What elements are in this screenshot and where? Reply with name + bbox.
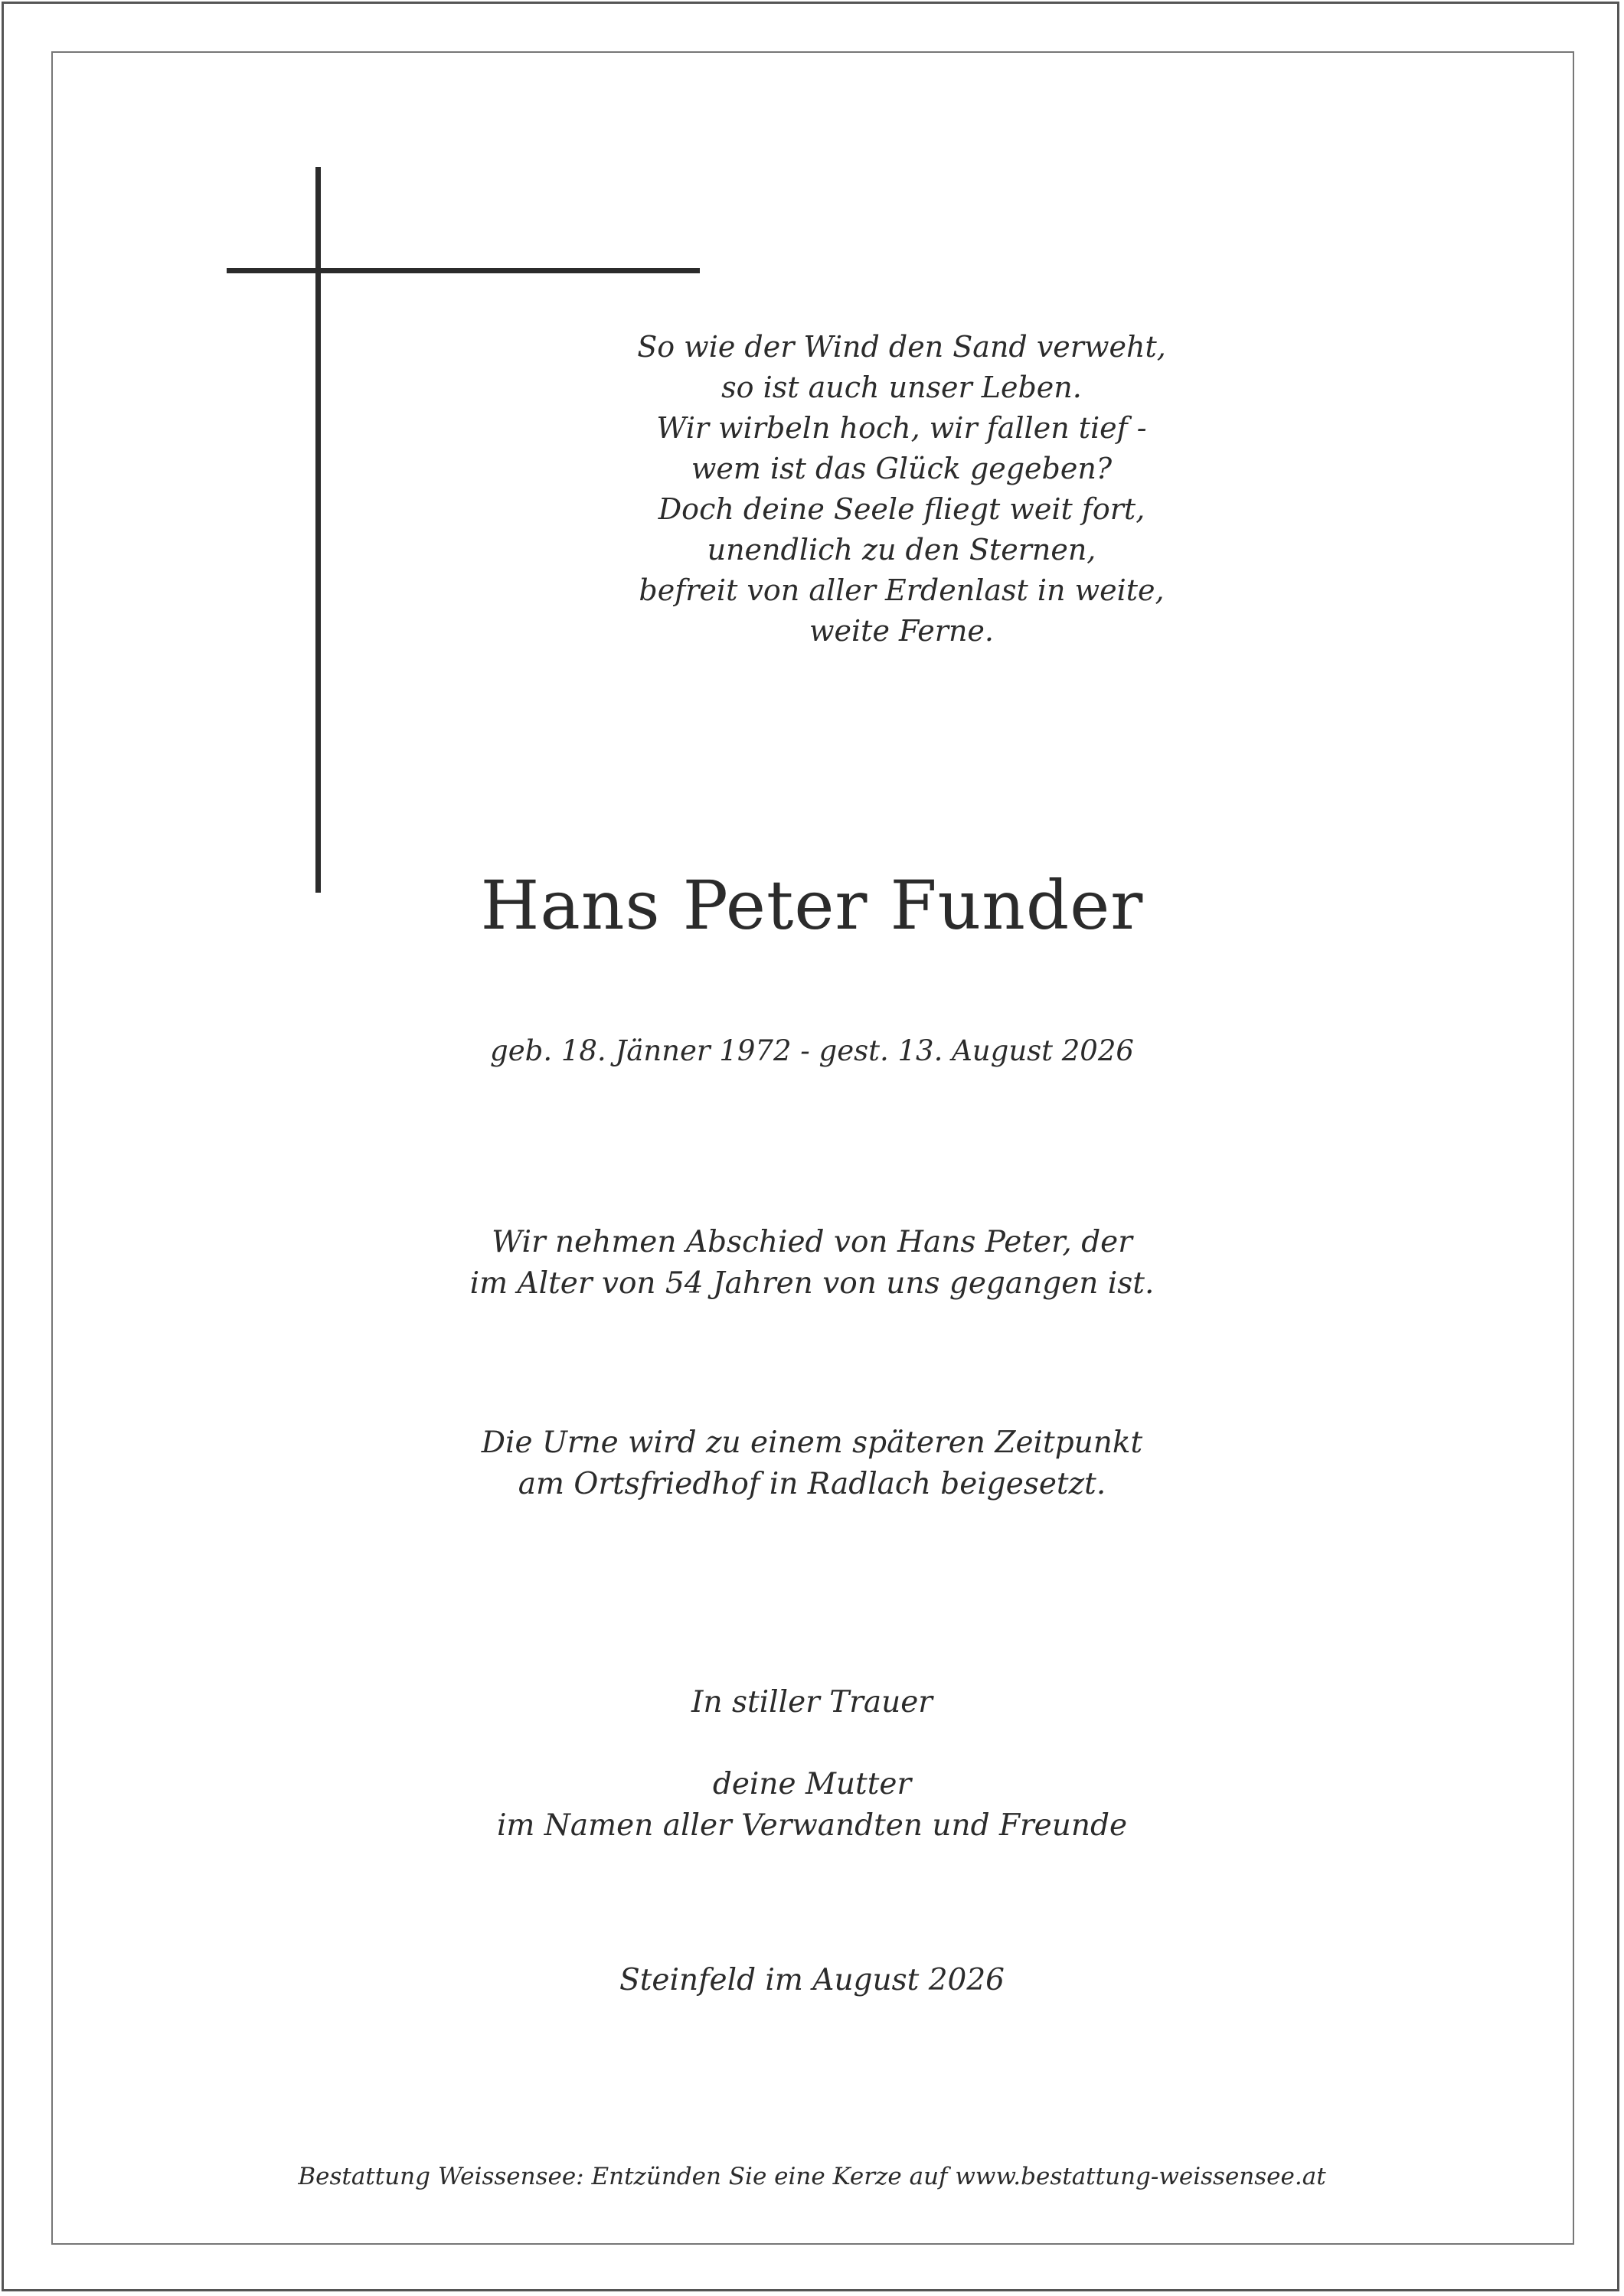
- deceased-name: Hans Peter Funder: [480, 866, 1144, 945]
- funeral-home-footer: Bestattung Weissensee: Entzünden Sie eine Kerze auf www.bestattung-weissensee.at: [298, 2163, 1326, 2190]
- life-dates: geb. 18. Jänner 1972 - gest. 13. August 2026: [490, 1034, 1134, 1067]
- burial-line: Die Urne wird zu einem späteren Zeitpunkt: [481, 1426, 1143, 1460]
- burial-line: am Ortsfriedhof in Radlach beigesetzt.: [518, 1467, 1106, 1501]
- cross-horizontal-beam: [227, 268, 700, 273]
- farewell-line: im Alter von 54 Jahren von uns gegangen ist.: [469, 1266, 1155, 1301]
- farewell-line: Wir nehmen Abschied von Hans Peter, der: [492, 1225, 1132, 1259]
- burial-notice: [0, 1422, 1624, 1505]
- poem-line: wem ist das Glück gegeben?: [691, 452, 1113, 485]
- signer-line: im Namen aller Verwandten und Freunde: [496, 1808, 1128, 1843]
- place-and-date: Steinfeld im August 2026: [619, 1963, 1005, 1997]
- signers: [0, 1764, 1624, 1847]
- poem-line: unendlich zu den Sternen,: [707, 533, 1096, 567]
- mourning-phrase: In stiller Trauer: [691, 1685, 933, 1720]
- poem-line: so ist auch unser Leben.: [721, 371, 1082, 404]
- poem-line: befreit von aller Erdenlast in weite,: [639, 573, 1165, 607]
- memorial-poem: [90, 327, 1624, 652]
- signer-line: deine Mutter: [712, 1767, 912, 1801]
- farewell-text: [0, 1222, 1624, 1305]
- poem-line: Wir wirbeln hoch, wir fallen tief -: [656, 411, 1147, 445]
- poem-line: So wie der Wind den Sand verweht,: [637, 330, 1166, 364]
- poem-line: weite Ferne.: [809, 614, 994, 648]
- poem-line: Doch deine Seele fliegt weit fort,: [658, 492, 1145, 526]
